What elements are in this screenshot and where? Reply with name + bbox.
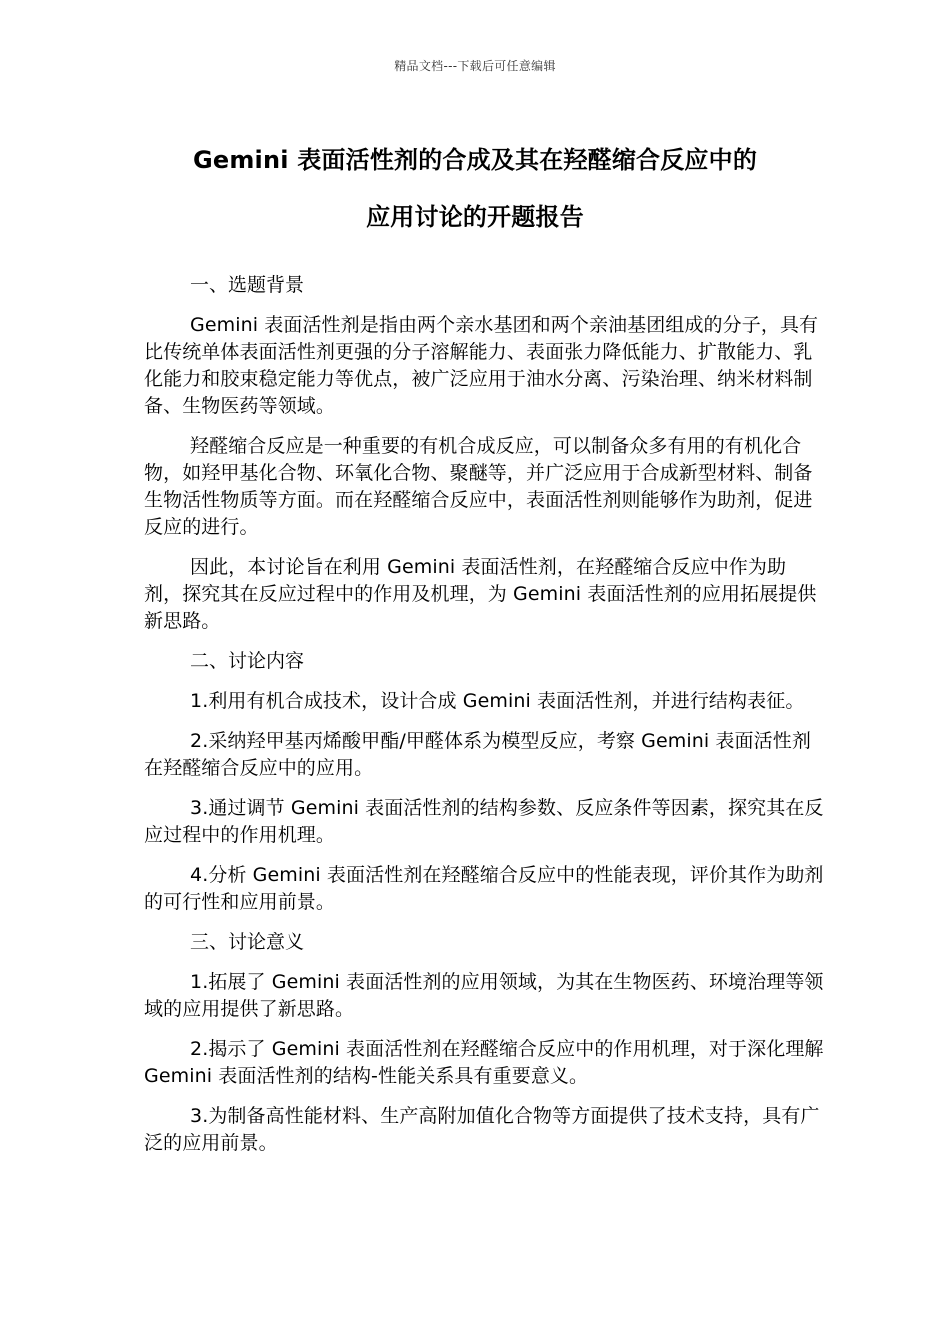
paragraph: Gemini 表面活性剂是指由两个亲水基团和两个亲油基团组成的分子，具有比传统单体表面活性剂更强的分子溶解能力、表面张力降低能力、扩散能力、乳化能力和胶束稳定能力等优点，被广泛应用于油水分离、污染治理、纳米材料制备、生物医药等领域。 [144, 314, 819, 417]
list-item: 3.通过调节 Gemini 表面活性剂的结构参数、反应条件等因素，探究其在反应过程中的作用机理。 [144, 797, 824, 846]
paragraph: 羟醛缩合反应是一种重要的有机合成反应，可以制备众多有用的有机化合物，如羟甲基化合物、环氧化合物、聚醚等，并广泛应用于合成新型材料、制备生物活性物质等方面。而在羟醛缩合反应中，表面活性剂则能够作为助剂，促进反应的进行。 [144, 435, 813, 538]
list-item: 4.分析 Gemini 表面活性剂在羟醛缩合反应中的性能表现，评价其作为助剂的可行性和应用前景。 [144, 864, 824, 913]
list-item: 2.揭示了 Gemini 表面活性剂在羟醛缩合反应中的作用机理，对于深化理解 Gemini 表面活性剂的结构-性能关系具有重要意义。 [144, 1038, 824, 1087]
section-heading-content: 二、讨论内容 [190, 650, 305, 672]
list-item: 3.为制备高性能材料、生产高附加值化合物等方面提供了技术支持，具有广泛的应用前景。 [144, 1105, 820, 1154]
document-body [144, 272, 824, 1170]
list-item: 1.利用有机合成技术，设计合成 Gemini 表面活性剂，并进行结构表征。 [190, 690, 805, 712]
document-title-line-1: Gemini 表面活性剂的合成及其在羟醛缩合反应中的 [192, 146, 758, 174]
section-heading-background: 一、选题背景 [190, 274, 305, 296]
list-item: 2.采纳羟甲基丙烯酸甲酯/甲醛体系为模型反应，考察 Gemini 表面活性剂在羟醛缩合反应中的应用。 [144, 730, 811, 779]
document-title-line-2: 应用讨论的开题报告 [366, 203, 584, 231]
page-header: 精品文档---下载后可任意编辑 [394, 59, 556, 73]
list-item: 1.拓展了 Gemini 表面活性剂的应用领域，为其在生物医药、环境治理等领域的应用提供了新思路。 [144, 971, 824, 1020]
section-heading-significance: 三、讨论意义 [190, 931, 305, 953]
paragraph: 因此，本讨论旨在利用 Gemini 表面活性剂，在羟醛缩合反应中作为助剂，探究其在反应过程中的作用及机理，为 Gemini 表面活性剂的应用拓展提供新思路。 [144, 556, 817, 632]
